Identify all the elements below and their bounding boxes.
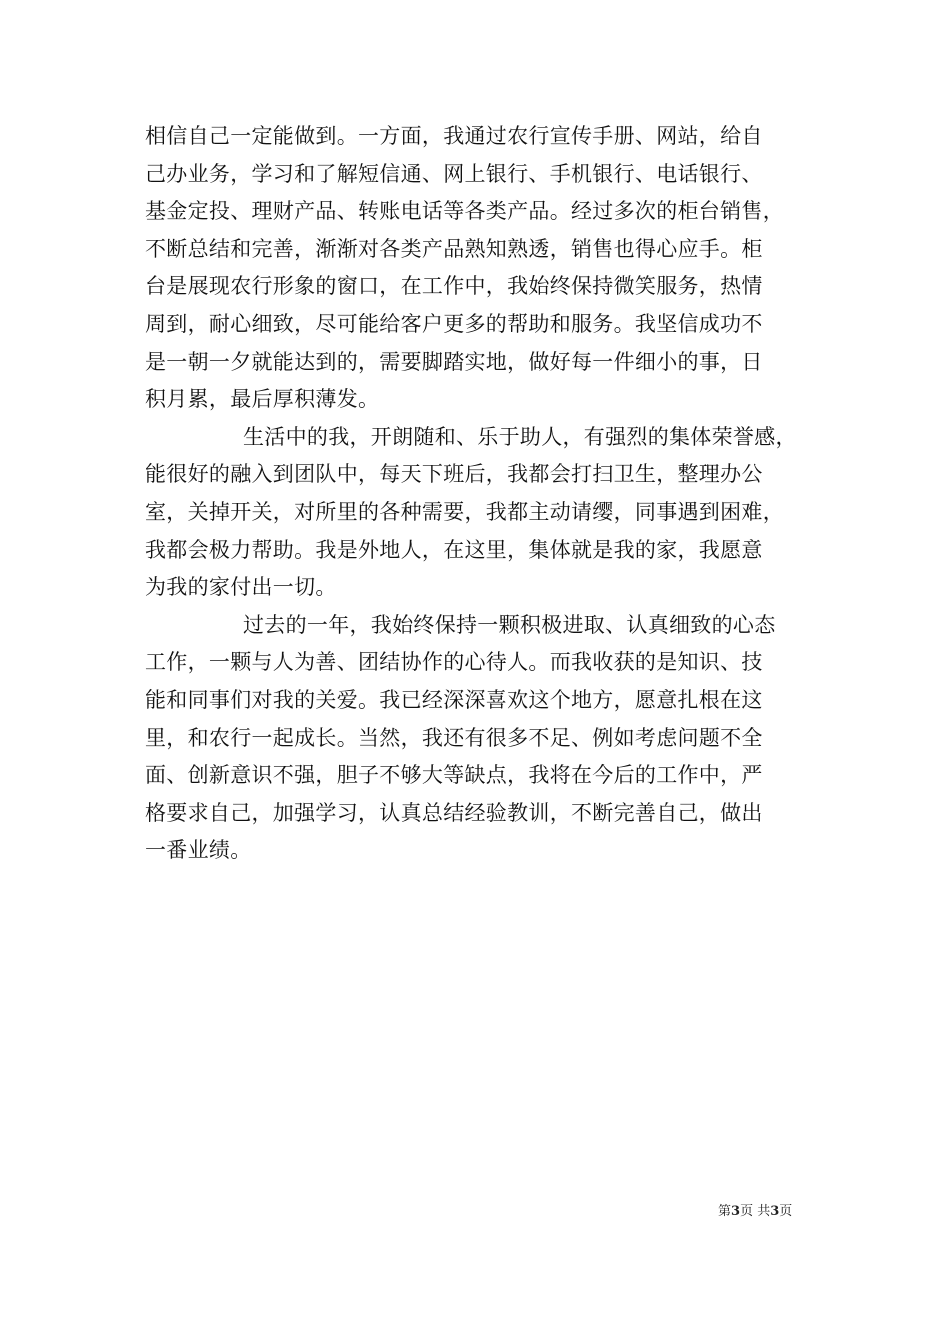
paragraph-1-line-5: 台是展现农行形象的窗口，在工作中，我始终保持微笑服务，热情 [145, 274, 763, 299]
current-page-number: 3 [731, 1204, 741, 1219]
footer-suffix: 页 [779, 1204, 793, 1219]
paragraph-1-line-2: 己办业务，学习和了解短信通、网上银行、手机银行、电话银行、 [145, 161, 763, 186]
paragraph-1-line-7: 是一朝一夕就能达到的，需要脚踏实地，做好每一件细小的事，日 [145, 349, 763, 374]
paragraph-2-line-4: 我都会极力帮助。我是外地人，在这里，集体就是我的家，我愿意 [145, 537, 763, 562]
paragraph-3-line-2: 工作，一颗与人为善、团结协作的心待人。而我收获的是知识、技 [145, 650, 763, 675]
paragraph-3-line-5: 面、创新意识不强，胆子不够大等缺点，我将在今后的工作中，严 [145, 763, 763, 788]
paragraph-2-line-1: 生活中的我，开朗随和、乐于助人，有强烈的集体荣誉感， [243, 424, 797, 449]
paragraph-3-line-7: 一番业绩。 [145, 838, 252, 863]
total-page-number: 3 [770, 1204, 780, 1219]
paragraph-2-line-5: 为我的家付出一切。 [145, 575, 337, 600]
paragraph-1-line-4: 不断总结和完善，渐渐对各类产品熟知熟透，销售也得心应手。柜 [145, 236, 763, 261]
paragraph-1-line-3: 基金定投、理财产品、转账电话等各类产品。经过多次的柜台销售， [145, 199, 784, 224]
paragraph-3-line-4: 里，和农行一起成长。当然，我还有很多不足、例如考虑问题不全 [145, 725, 763, 750]
paragraph-3-line-1: 过去的一年，我始终保持一颗积极进取、认真细致的心态 [243, 612, 776, 637]
paragraph-2-line-3: 室，关掉开关，对所里的各种需要，我都主动请缨，同事遇到困难， [145, 499, 784, 524]
footer-middle: 页 共 [740, 1204, 771, 1219]
paragraph-1-line-8: 积月累，最后厚积薄发。 [145, 387, 380, 412]
paragraph-2-line-2: 能很好的融入到团队中，每天下班后，我都会打扫卫生，整理办公 [145, 462, 763, 487]
paragraph-1-line-1: 相信自己一定能做到。一方面，我通过农行宣传手册、网站，给自 [145, 124, 763, 148]
paragraph-3-line-3: 能和同事们对我的关爱。我已经深深喜欢这个地方，愿意扎根在这 [145, 687, 763, 712]
body-text [145, 118, 810, 870]
page-number-footer [718, 1203, 792, 1221]
paragraph-1-line-6: 周到，耐心细致，尽可能给客户更多的帮助和服务。我坚信成功不 [145, 311, 763, 336]
footer-prefix: 第 [718, 1204, 732, 1219]
paragraph-3-line-6: 格要求自己，加强学习，认真总结经验教训，不断完善自己，做出 [145, 800, 763, 825]
